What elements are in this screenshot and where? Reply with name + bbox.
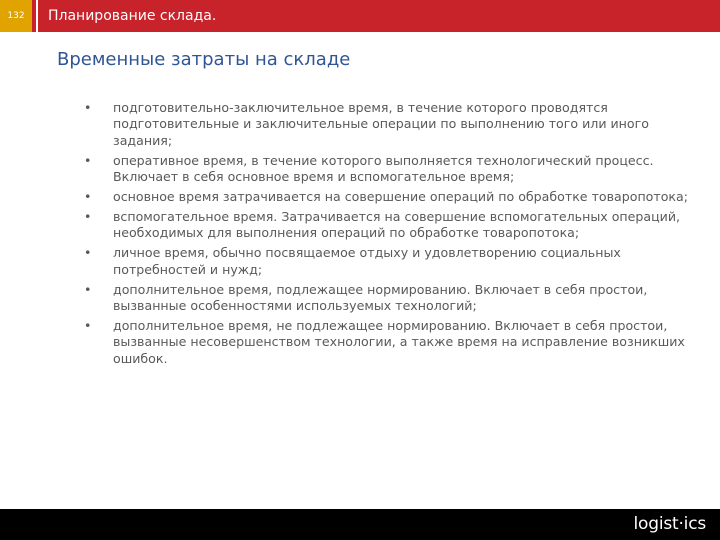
list-item-text: дополнительное время, не подлежащее нормированию. Включает в себя простои, вызванные несовершенством технологии, а также время на исправление возникших ошибок. [113, 317, 685, 366]
list-item [84, 100, 709, 149]
list-item-text: оперативное время, в течение которого выполняется технологический процесс. Включает в себя основное время и вспомогательное время; [113, 152, 654, 185]
header-title: Планирование склада. [48, 8, 217, 24]
bullet-icon: • [84, 317, 92, 333]
brand-logo: logist·ics [633, 514, 706, 534]
bullet-icon: • [84, 189, 92, 205]
list-item-text: подготовительно-заключительное время, в течение которого проводятся подготовительные и заключительные операции по выполнению того или иного задания; [113, 100, 649, 148]
list-item [84, 189, 709, 205]
bullet-icon: • [84, 100, 92, 115]
list-item [84, 153, 709, 186]
list-item-text: дополнительное время, подлежащее нормированию. Включает в себя простои, вызванные особенностями используемых технологий; [113, 281, 648, 313]
list-item [84, 318, 709, 367]
list-item-text: основное время затрачивается на совершение операций по обработке товаропотока; [113, 189, 688, 205]
slide-title: Временные затраты на складе [57, 49, 351, 70]
list-item [84, 282, 709, 315]
footer-bar [0, 509, 720, 540]
page-number: 132 [0, 0, 32, 32]
bullet-icon: • [84, 152, 92, 168]
header-divider [36, 0, 38, 32]
bullet-icon: • [84, 208, 92, 224]
list-item [84, 245, 709, 278]
bullet-icon: • [84, 245, 92, 261]
list-item-text: вспомогательное время. Затрачивается на совершение вспомогательных операций, необходимых для выполнения операций по обработке товаропотока; [113, 208, 681, 241]
list-item-text: личное время, обычно посвящаемое отдыху и удовлетворению социальных потребностей и нужд; [113, 245, 621, 277]
bullet-icon: • [84, 281, 92, 297]
bullet-list [84, 100, 709, 371]
header-bar [0, 0, 720, 32]
list-item [84, 209, 709, 242]
